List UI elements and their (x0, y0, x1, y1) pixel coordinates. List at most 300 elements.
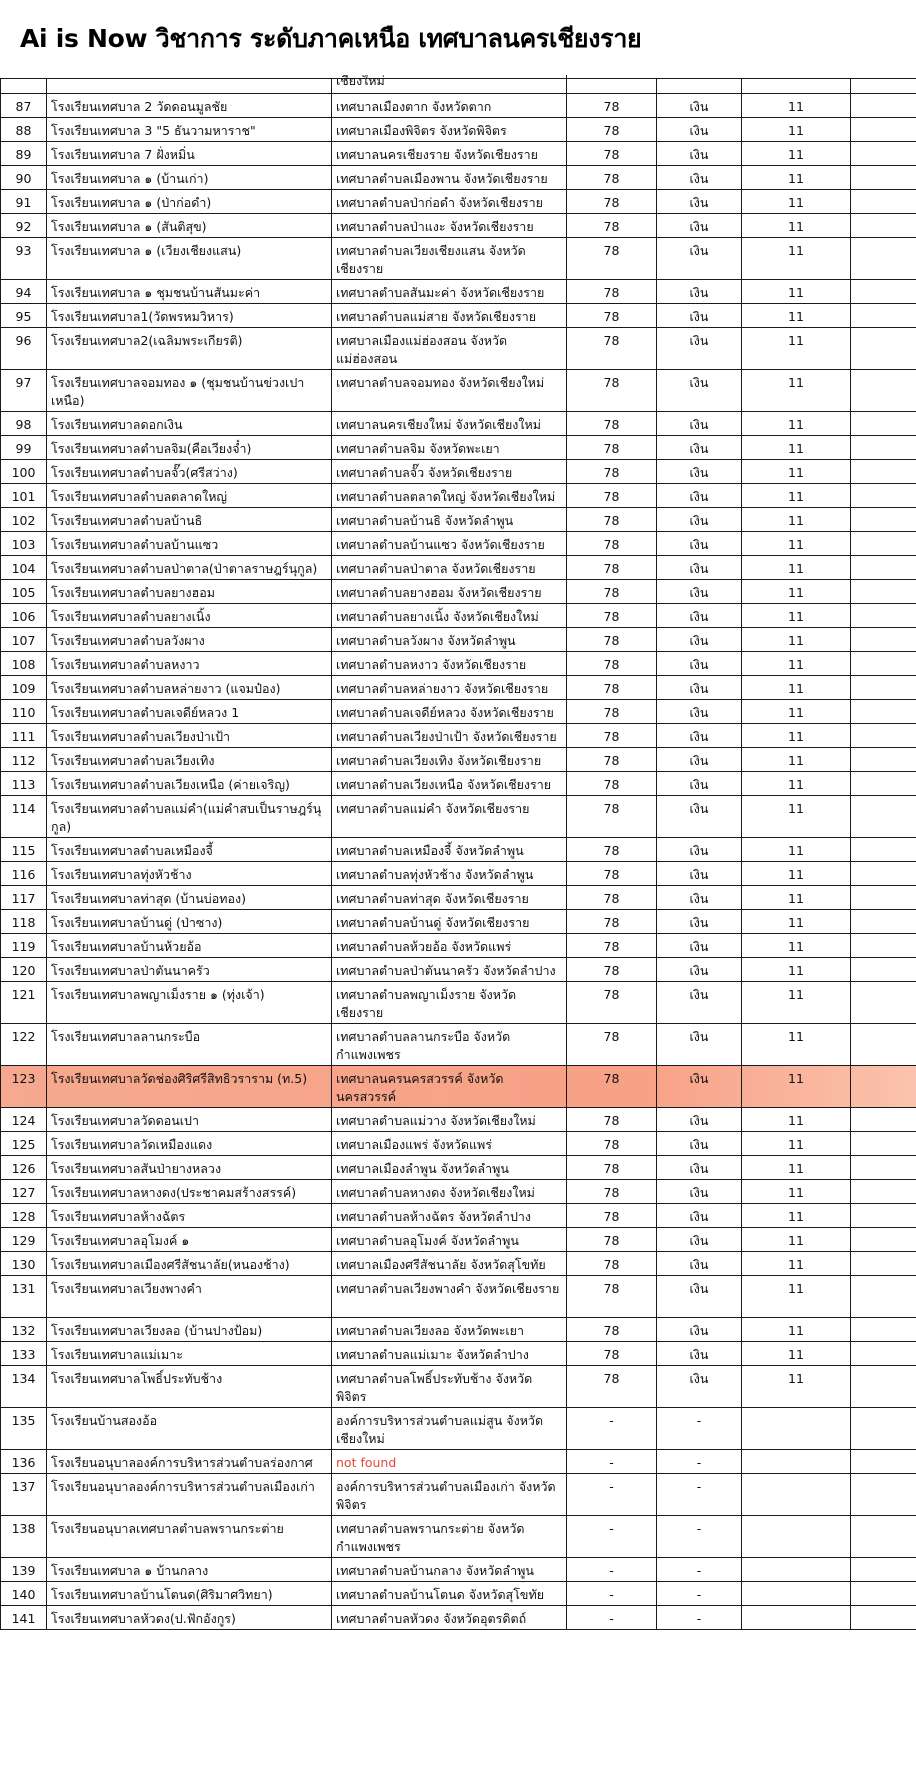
score-cell: 78 (567, 652, 657, 675)
extra-cell (851, 214, 916, 237)
extra-cell (851, 1180, 916, 1203)
school-name-cell: โรงเรียนเทศบาลตำบลเวียงเทิง (47, 748, 332, 771)
medal-cell: เงิน (657, 1132, 742, 1155)
score-cell: 78 (567, 796, 657, 837)
rank-cell: 11 (742, 958, 851, 981)
extra-cell (851, 1066, 916, 1107)
rank-cell: 11 (742, 238, 851, 279)
rank-cell: 11 (742, 934, 851, 957)
organization-cell: เทศบาลตำบลแม่คำ จังหวัดเชียงราย (332, 796, 567, 837)
school-name-cell: โรงเรียนเทศบาลตำบลหงาว (47, 652, 332, 675)
table-row-highlighted (0, 1066, 916, 1108)
school-name-cell: โรงเรียนเทศบาล ๑ (สันติสุข) (47, 214, 332, 237)
medal-cell: เงิน (657, 982, 742, 1023)
results-table (0, 75, 916, 1630)
school-name-cell: โรงเรียนอนุบาลองค์การบริหารส่วนตำบลเมืองเก่า (47, 1474, 332, 1515)
table-row (0, 1516, 916, 1558)
medal-cell: เงิน (657, 1342, 742, 1365)
school-name-cell: โรงเรียนเทศบาลตำบลเหมืองจี้ (47, 838, 332, 861)
school-name-cell: โรงเรียนเทศบาลหัวดง(ป.ฟักอังกูร) (47, 1606, 332, 1629)
extra-cell (851, 958, 916, 981)
organization-cell: เทศบาลเมืองลำพูน จังหวัดลำพูน (332, 1156, 567, 1179)
organization-cell: เทศบาลตำบลเวียงพางคำ จังหวัดเชียงราย (332, 1276, 567, 1317)
rank-cell (742, 1450, 851, 1473)
rank-cell: 11 (742, 1108, 851, 1131)
table-row (0, 484, 916, 508)
medal-cell: เงิน (657, 1318, 742, 1341)
table-row (0, 1606, 916, 1630)
table-row (0, 75, 916, 94)
score-cell: 78 (567, 556, 657, 579)
table-row (0, 142, 916, 166)
school-name-cell: โรงเรียนเทศบาล ๑ (บ้านเก่า) (47, 166, 332, 189)
rank-cell: 11 (742, 1066, 851, 1107)
school-name-cell: โรงเรียนเทศบาลลานกระบือ (47, 1024, 332, 1065)
organization-cell: เทศบาลตำบลจิม จังหวัดพะเยา (332, 436, 567, 459)
extra-cell (851, 1408, 916, 1449)
rank-cell (742, 1558, 851, 1581)
school-name-cell: โรงเรียนเทศบาลตำบลเวียงเหนือ (ค่ายเจริญ) (47, 772, 332, 795)
organization-cell: เทศบาลตำบลเวียงเทิง จังหวัดเชียงราย (332, 748, 567, 771)
score-cell: 78 (567, 1228, 657, 1251)
rank-cell (742, 1474, 851, 1515)
organization-cell: not found (332, 1450, 567, 1473)
rank-cell (742, 1582, 851, 1605)
school-name-cell: โรงเรียนเทศบาลหางดง(ประชาคมสร้างสรรค์) (47, 1180, 332, 1203)
row-number-cell: 87 (0, 94, 47, 117)
score-cell: 78 (567, 700, 657, 723)
organization-cell: เทศบาลตำบลบ้านธิ จังหวัดลำพูน (332, 508, 567, 531)
extra-cell (851, 628, 916, 651)
row-number-cell: 89 (0, 142, 47, 165)
school-name-cell: โรงเรียนอนุบาลเทศบาลตำบลพรานกระต่าย (47, 1516, 332, 1557)
school-name-cell: โรงเรียนเทศบาลตำบลบ้านแซว (47, 532, 332, 555)
score-cell: 78 (567, 214, 657, 237)
score-cell: 78 (567, 748, 657, 771)
organization-cell: เทศบาลตำบลเมืองพาน จังหวัดเชียงราย (332, 166, 567, 189)
school-name-cell: โรงเรียนเทศบาลบ้านดู่ (ป่าซาง) (47, 910, 332, 933)
rank-cell: 11 (742, 304, 851, 327)
row-number-cell: 116 (0, 862, 47, 885)
table-row (0, 1204, 916, 1228)
extra-cell (851, 1276, 916, 1317)
organization-cell: เทศบาลเมืองแพร่ จังหวัดแพร่ (332, 1132, 567, 1155)
school-name-cell: โรงเรียนเทศบาลตำบลเวียงป่าเป้า (47, 724, 332, 747)
rank-cell: 11 (742, 460, 851, 483)
score-cell: - (567, 1474, 657, 1515)
row-number-cell: 137 (0, 1474, 47, 1515)
medal-cell: เงิน (657, 580, 742, 603)
school-name-cell: โรงเรียนเทศบาลเวียงลอ (บ้านปางป้อม) (47, 1318, 332, 1341)
rank-cell: 11 (742, 1342, 851, 1365)
score-cell: 78 (567, 1252, 657, 1275)
score-cell: 78 (567, 1318, 657, 1341)
score-cell: 78 (567, 886, 657, 909)
row-number-cell: 106 (0, 604, 47, 627)
medal-cell: เงิน (657, 484, 742, 507)
row-number-cell: 102 (0, 508, 47, 531)
rank-cell: 11 (742, 910, 851, 933)
rank-cell: 11 (742, 118, 851, 141)
extra-cell (851, 700, 916, 723)
extra-cell (851, 556, 916, 579)
extra-cell (851, 910, 916, 933)
row-number-cell: 131 (0, 1276, 47, 1317)
table-row (0, 604, 916, 628)
score-cell: - (567, 1606, 657, 1629)
extra-cell (851, 436, 916, 459)
extra-cell (851, 1450, 916, 1473)
organization-cell: เทศบาลเมืองพิจิตร จังหวัดพิจิตร (332, 118, 567, 141)
medal-cell: - (657, 1558, 742, 1581)
organization-cell: เชียงใหม่ (332, 75, 567, 93)
row-number-cell: 132 (0, 1318, 47, 1341)
organization-cell: เทศบาลตำบลอุโมงค์ จังหวัดลำพูน (332, 1228, 567, 1251)
medal-cell: เงิน (657, 796, 742, 837)
score-cell: 78 (567, 280, 657, 303)
extra-cell (851, 886, 916, 909)
table-row (0, 1558, 916, 1582)
table-row (0, 886, 916, 910)
rank-cell (742, 1516, 851, 1557)
school-name-cell: โรงเรียนเทศบาลตำบลจิม(คือเวียงจ๋ำ) (47, 436, 332, 459)
row-number-cell: 136 (0, 1450, 47, 1473)
row-number-cell: 96 (0, 328, 47, 369)
rank-cell: 11 (742, 556, 851, 579)
extra-cell (851, 1156, 916, 1179)
row-number-cell: 93 (0, 238, 47, 279)
organization-cell: เทศบาลตำบลป่าตันนาครัว จังหวัดลำปาง (332, 958, 567, 981)
table-row (0, 214, 916, 238)
medal-cell: เงิน (657, 460, 742, 483)
school-name-cell: โรงเรียนเทศบาลดอกเงิน (47, 412, 332, 435)
row-number-cell: 124 (0, 1108, 47, 1131)
school-name-cell: โรงเรียนเทศบาลป่าตันนาครัว (47, 958, 332, 981)
page-title: Ai is Now วิชาการ ระดับภาคเหนือ เทศบาลนครเชียงราย (20, 24, 642, 53)
medal-cell: เงิน (657, 862, 742, 885)
score-cell: 78 (567, 1366, 657, 1407)
row-number-cell: 112 (0, 748, 47, 771)
medal-cell: เงิน (657, 958, 742, 981)
row-number-cell: 117 (0, 886, 47, 909)
row-number-cell: 118 (0, 910, 47, 933)
extra-cell (851, 508, 916, 531)
row-number-cell: 99 (0, 436, 47, 459)
extra-cell (851, 118, 916, 141)
organization-cell: เทศบาลตำบลลานกระบือ จังหวัดกำแพงเพชร (332, 1024, 567, 1065)
medal-cell: เงิน (657, 676, 742, 699)
row-number-cell: 141 (0, 1606, 47, 1629)
table-row (0, 436, 916, 460)
row-number-cell: 119 (0, 934, 47, 957)
table-row (0, 934, 916, 958)
score-cell: 78 (567, 772, 657, 795)
school-name-cell: โรงเรียนเทศบาลตำบลยางฮอม (47, 580, 332, 603)
score-cell: 78 (567, 166, 657, 189)
rank-cell: 11 (742, 412, 851, 435)
medal-cell: เงิน (657, 1066, 742, 1107)
table-row (0, 700, 916, 724)
table-row (0, 238, 916, 280)
extra-cell (851, 532, 916, 555)
table-row (0, 556, 916, 580)
school-name-cell: โรงเรียนเทศบาลวัดช่องศิริศรีสิทธิวราราม (ท.5) (47, 1066, 332, 1107)
medal-cell: - (657, 1516, 742, 1557)
rank-cell: 11 (742, 886, 851, 909)
extra-cell (851, 772, 916, 795)
organization-cell: เทศบาลตำบลป่าก่อดำ จังหวัดเชียงราย (332, 190, 567, 213)
rank-cell: 11 (742, 676, 851, 699)
organization-cell: เทศบาลตำบลเวียงป่าเป้า จังหวัดเชียงราย (332, 724, 567, 747)
extra-cell (851, 142, 916, 165)
organization-cell: เทศบาลตำบลบ้านแซว จังหวัดเชียงราย (332, 532, 567, 555)
extra-cell (851, 328, 916, 369)
extra-cell (851, 280, 916, 303)
extra-cell (851, 1516, 916, 1557)
row-number-cell: 111 (0, 724, 47, 747)
school-name-cell: โรงเรียนอนุบาลองค์การบริหารส่วนตำบลร่องกาศ (47, 1450, 332, 1473)
table-row (0, 958, 916, 982)
score-cell: 78 (567, 238, 657, 279)
organization-cell: เทศบาลตำบลตลาดใหญ่ จังหวัดเชียงใหม่ (332, 484, 567, 507)
score-cell: - (567, 1558, 657, 1581)
school-name-cell: โรงเรียนเทศบาลบ้านห้วยอ้อ (47, 934, 332, 957)
table-row (0, 628, 916, 652)
score-cell: 78 (567, 1132, 657, 1155)
rank-cell: 11 (742, 508, 851, 531)
rank-cell: 11 (742, 1132, 851, 1155)
table-row (0, 1276, 916, 1318)
table-row (0, 1252, 916, 1276)
rank-cell: 11 (742, 328, 851, 369)
organization-cell: เทศบาลตำบลสันมะค่า จังหวัดเชียงราย (332, 280, 567, 303)
school-name-cell: โรงเรียนเทศบาลตำบลเจดีย์หลวง 1 (47, 700, 332, 723)
table-row (0, 1024, 916, 1066)
table-row (0, 652, 916, 676)
score-cell: 78 (567, 118, 657, 141)
rank-cell: 11 (742, 1366, 851, 1407)
row-number-cell: 110 (0, 700, 47, 723)
organization-cell: เทศบาลตำบลแม่วาง จังหวัดเชียงใหม่ (332, 1108, 567, 1131)
organization-cell: เทศบาลตำบลหงาว จังหวัดเชียงราย (332, 652, 567, 675)
row-number-cell: 115 (0, 838, 47, 861)
row-number-cell: 107 (0, 628, 47, 651)
rank-cell: 11 (742, 484, 851, 507)
organization-cell: เทศบาลตำบลเจดีย์หลวง จังหวัดเชียงราย (332, 700, 567, 723)
table-row (0, 1318, 916, 1342)
score-cell: 78 (567, 1156, 657, 1179)
school-name-cell: โรงเรียนเทศบาลตำบลตลาดใหญ่ (47, 484, 332, 507)
school-name-cell: โรงเรียนเทศบาลวัดเหมืองแดง (47, 1132, 332, 1155)
organization-cell: เทศบาลตำบลแม่เมาะ จังหวัดลำปาง (332, 1342, 567, 1365)
table-row (0, 982, 916, 1024)
rank-cell: 11 (742, 982, 851, 1023)
school-name-cell: โรงเรียนเทศบาลโพธิ์ประทับช้าง (47, 1366, 332, 1407)
table-row (0, 1228, 916, 1252)
extra-cell (851, 724, 916, 747)
table-row (0, 370, 916, 412)
organization-cell: องค์การบริหารส่วนตำบลแม่สูน จังหวัดเชียงใหม่ (332, 1408, 567, 1449)
school-name-cell: โรงเรียนเทศบาล2(เฉลิมพระเกียรติ) (47, 328, 332, 369)
score-cell: - (567, 1408, 657, 1449)
school-name-cell: โรงเรียนเทศบาล 7 ฝั่งหมิ่น (47, 142, 332, 165)
row-number-cell: 139 (0, 1558, 47, 1581)
organization-cell: เทศบาลตำบลวังผาง จังหวัดลำพูน (332, 628, 567, 651)
school-name-cell: โรงเรียนเทศบาลแม่เมาะ (47, 1342, 332, 1365)
extra-cell (851, 1132, 916, 1155)
extra-cell (851, 748, 916, 771)
table-row (0, 412, 916, 436)
organization-cell: เทศบาลตำบลห้างฉัตร จังหวัดลำปาง (332, 1204, 567, 1227)
table-row (0, 166, 916, 190)
row-number-cell: 114 (0, 796, 47, 837)
medal-cell: เงิน (657, 910, 742, 933)
organization-cell: เทศบาลนครเชียงราย จังหวัดเชียงราย (332, 142, 567, 165)
table-row (0, 862, 916, 886)
score-cell: 78 (567, 1276, 657, 1317)
rank-cell: 11 (742, 1228, 851, 1251)
score-cell: 78 (567, 1066, 657, 1107)
school-name-cell: โรงเรียนเทศบาลพญาเม็งราย ๑ (ทุ่งเจ้า) (47, 982, 332, 1023)
row-number-cell: 135 (0, 1408, 47, 1449)
school-name-cell: โรงเรียนเทศบาล ๑ (เวียงเชียงแสน) (47, 238, 332, 279)
rank-cell: 11 (742, 652, 851, 675)
rank-cell: 11 (742, 862, 851, 885)
organization-cell: เทศบาลตำบลเหมืองจี้ จังหวัดลำพูน (332, 838, 567, 861)
school-name-cell: โรงเรียนเทศบาลวัดดอนเปา (47, 1108, 332, 1131)
score-cell: - (567, 1450, 657, 1473)
row-number-cell: 125 (0, 1132, 47, 1155)
medal-cell: เงิน (657, 838, 742, 861)
school-name-cell: โรงเรียนเทศบาลตำบลบ้านธิ (47, 508, 332, 531)
medal-cell: เงิน (657, 436, 742, 459)
extra-cell (851, 580, 916, 603)
school-name-cell: โรงเรียนเทศบาลท่าสุด (บ้านบ่อทอง) (47, 886, 332, 909)
medal-cell: เงิน (657, 886, 742, 909)
score-cell: 78 (567, 328, 657, 369)
row-number-cell: 126 (0, 1156, 47, 1179)
row-number-cell: 121 (0, 982, 47, 1023)
extra-cell (851, 652, 916, 675)
school-name-cell: โรงเรียนเทศบาลจอมทอง ๑ (ชุมชนบ้านข่วงเปาเหนือ) (47, 370, 332, 411)
medal-cell: เงิน (657, 700, 742, 723)
medal-cell: เงิน (657, 1252, 742, 1275)
table-row (0, 1582, 916, 1606)
rank-cell (742, 1606, 851, 1629)
table-row (0, 1474, 916, 1516)
table-row (0, 94, 916, 118)
table-row (0, 1408, 916, 1450)
school-name-cell: โรงเรียนเทศบาลตำบลหล่ายงาว (แจมป๋อง) (47, 676, 332, 699)
rank-cell: 11 (742, 166, 851, 189)
table-row (0, 676, 916, 700)
school-name-cell: โรงเรียนเทศบาลห้างฉัตร (47, 1204, 332, 1227)
medal-cell: เงิน (657, 304, 742, 327)
table-row (0, 190, 916, 214)
medal-cell: เงิน (657, 238, 742, 279)
school-name-cell: โรงเรียนเทศบาลตำบลวังผาง (47, 628, 332, 651)
organization-cell: เทศบาลตำบลจอมทอง จังหวัดเชียงใหม่ (332, 370, 567, 411)
score-cell: 78 (567, 982, 657, 1023)
extra-cell (851, 1366, 916, 1407)
extra-cell (851, 862, 916, 885)
organization-cell: เทศบาลตำบลทุ่งหัวช้าง จังหวัดลำพูน (332, 862, 567, 885)
table-row (0, 118, 916, 142)
medal-cell: เงิน (657, 556, 742, 579)
medal-cell: เงิน (657, 1276, 742, 1317)
score-cell: 78 (567, 676, 657, 699)
medal-cell: เงิน (657, 1024, 742, 1065)
organization-cell: เทศบาลตำบลป่าแงะ จังหวัดเชียงราย (332, 214, 567, 237)
extra-cell (851, 370, 916, 411)
table-row (0, 460, 916, 484)
medal-cell: เงิน (657, 1228, 742, 1251)
extra-cell (851, 412, 916, 435)
score-cell: 78 (567, 142, 657, 165)
score-cell: 78 (567, 934, 657, 957)
row-number-cell: 109 (0, 676, 47, 699)
extra-cell (851, 1474, 916, 1515)
organization-cell: เทศบาลตำบลโพธิ์ประทับช้าง จังหวัดพิจิตร (332, 1366, 567, 1407)
table-row (0, 772, 916, 796)
score-cell: 78 (567, 370, 657, 411)
extra-cell (851, 484, 916, 507)
row-number-cell: 113 (0, 772, 47, 795)
score-cell: 78 (567, 1342, 657, 1365)
score-cell: 78 (567, 532, 657, 555)
row-number-cell: 97 (0, 370, 47, 411)
row-number-cell: 100 (0, 460, 47, 483)
rank-cell: 11 (742, 724, 851, 747)
table-row (0, 910, 916, 934)
score-cell: 78 (567, 190, 657, 213)
rank-cell: 11 (742, 436, 851, 459)
row-number-cell: 98 (0, 412, 47, 435)
medal-cell: เงิน (657, 652, 742, 675)
organization-cell: เทศบาลตำบลหล่ายงาว จังหวัดเชียงราย (332, 676, 567, 699)
extra-cell (851, 1342, 916, 1365)
score-cell: 78 (567, 460, 657, 483)
organization-cell: เทศบาลนครเชียงใหม่ จังหวัดเชียงใหม่ (332, 412, 567, 435)
row-number-cell: 88 (0, 118, 47, 141)
rank-cell: 11 (742, 796, 851, 837)
school-name-cell: โรงเรียนเทศบาลตำบลจั๊ว(ศรีสว่าง) (47, 460, 332, 483)
rank-cell: 11 (742, 580, 851, 603)
extra-cell (851, 1252, 916, 1275)
row-number-cell: 104 (0, 556, 47, 579)
row-number-cell: 120 (0, 958, 47, 981)
medal-cell: เงิน (657, 118, 742, 141)
table-row (0, 1132, 916, 1156)
extra-cell (851, 796, 916, 837)
medal-cell: - (657, 1474, 742, 1515)
school-name-cell: โรงเรียนเทศบาลอุโมงค์ ๑ (47, 1228, 332, 1251)
extra-cell (851, 1558, 916, 1581)
medal-cell: เงิน (657, 934, 742, 957)
extra-cell (851, 94, 916, 117)
medal-cell: เงิน (657, 772, 742, 795)
row-number-cell: 129 (0, 1228, 47, 1251)
extra-cell (851, 1582, 916, 1605)
organization-cell: เทศบาลเมืองแม่ฮ่องสอน จังหวัดแม่ฮ่องสอน (332, 328, 567, 369)
medal-cell: - (657, 1606, 742, 1629)
table-row (0, 508, 916, 532)
organization-cell: องค์การบริหารส่วนตำบลเมืองเก่า จังหวัดพิจิตร (332, 1474, 567, 1515)
extra-cell (851, 934, 916, 957)
table-row (0, 1180, 916, 1204)
score-cell: 78 (567, 436, 657, 459)
score-cell: 78 (567, 304, 657, 327)
